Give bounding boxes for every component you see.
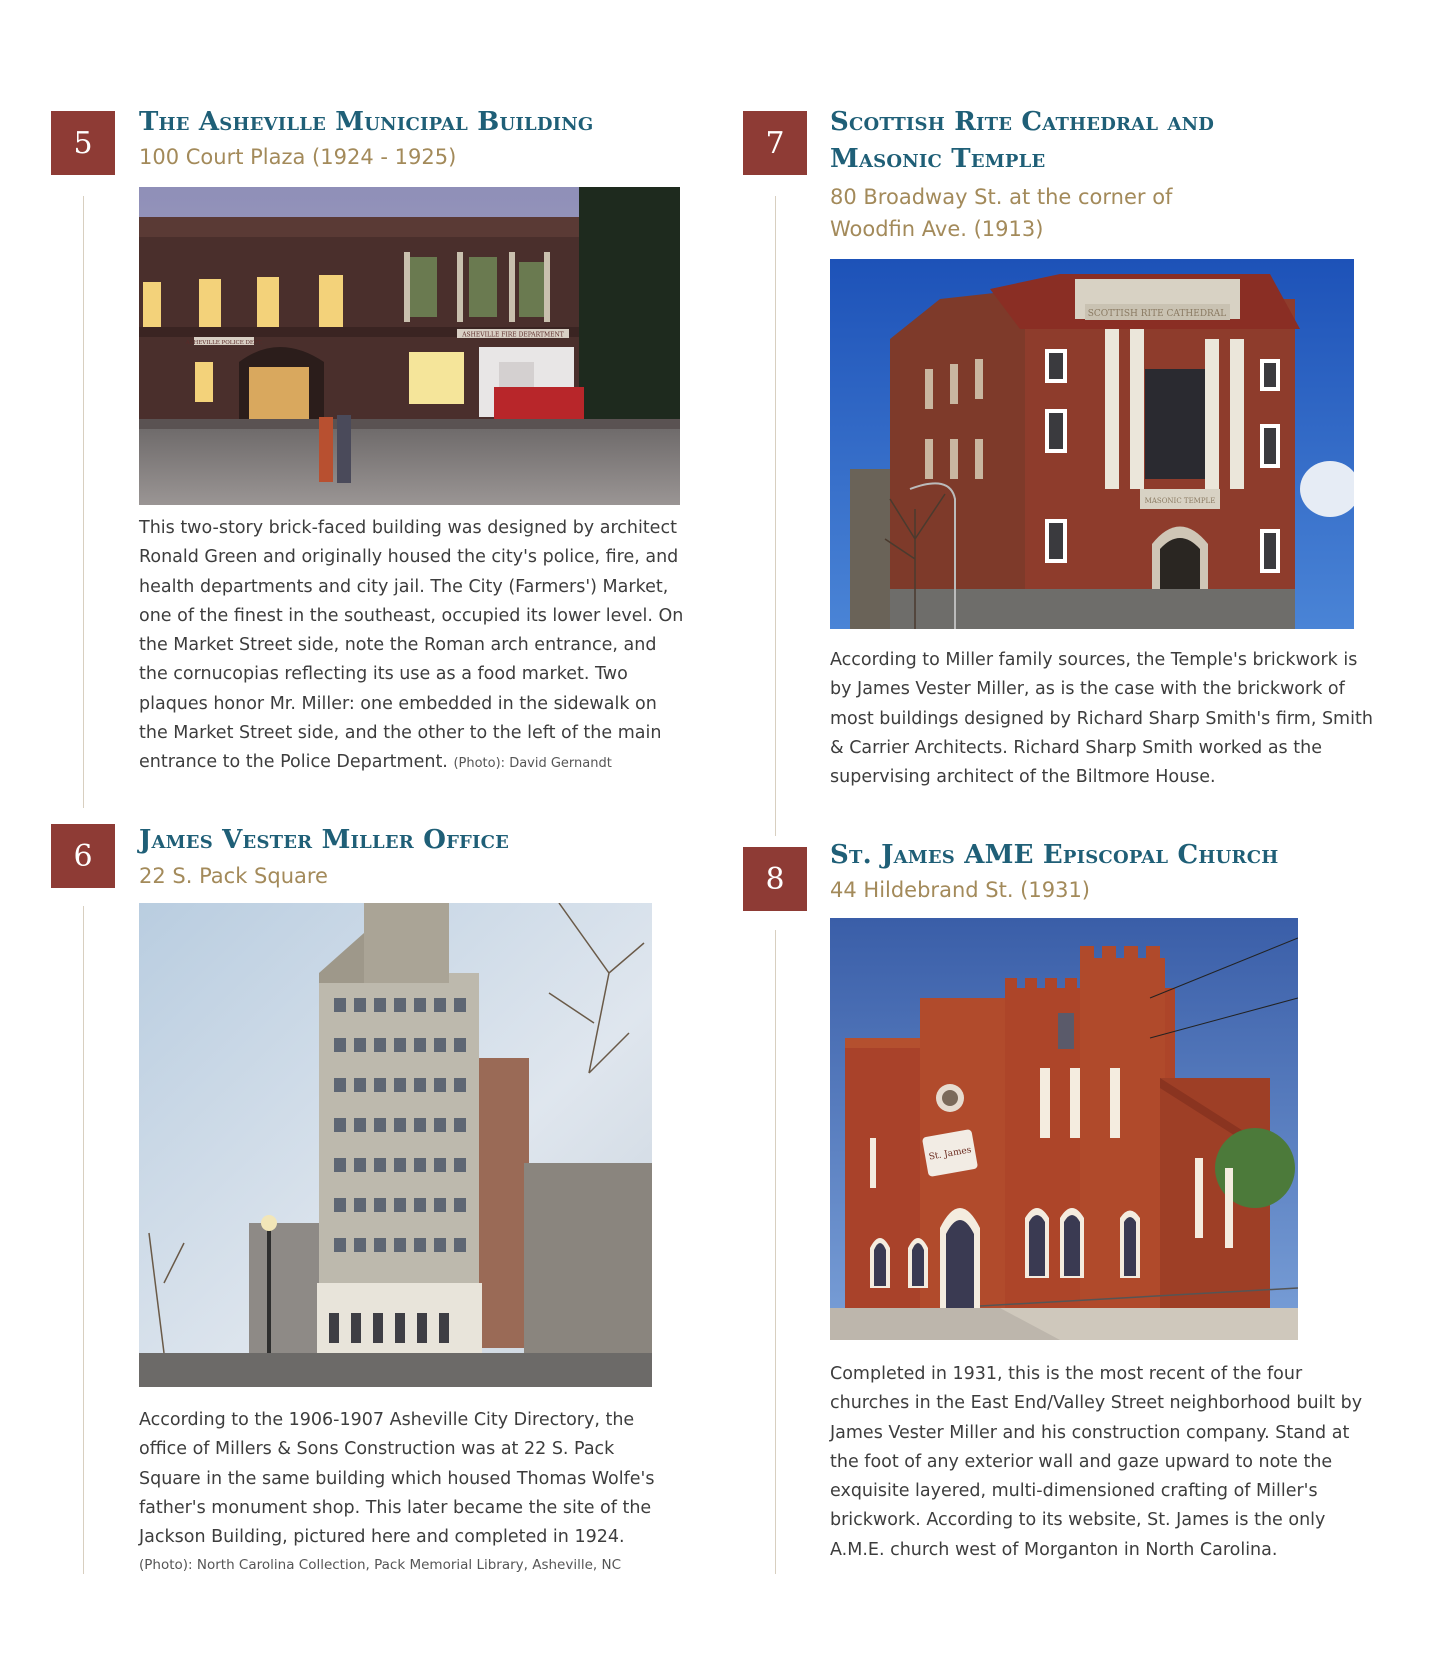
entry-5-photo-credit: (Photo): David Gernandt [453, 756, 612, 772]
entry-5-address: 100 Court Plaza (1924 - 1925) [139, 145, 457, 169]
entry-5-body-text: This two-story brick-faced building was designed by architect Ronald Green and originally housed the city's police, fire, and health departments and city jail. The City (Farmers') Market, one of the finest in the southeast, occupied its lower level. On the Market Street side, note the Roman arch entrance, and the cornucopias reflecting its use as a food market. Two plaques honor Mr. Miller: one embedded in the sidewalk on the Market Street side, and the other to the left of the main entrance to the Police Department. [139, 518, 684, 773]
entry-8-body: Completed in 1931, this is the most recent of the four churches in the East End/Valley Street neighborhood built by James Vester Miller and his construction company. Stand at the foot of any exterior wall and gaze upward to note the exquisite layered, multi-dimensioned crafting of Miller's brickwork. According to its website, St. James is the only A.M.E. church west of Morganton in North Carolina. [830, 1364, 1363, 1560]
entry-5-title: The Asheville Municipal Building [139, 107, 594, 137]
entry-7-title-line2: Masonic Temple [830, 144, 1046, 174]
entry-8-rule [775, 930, 776, 1574]
entry-8-photo [830, 918, 1298, 1340]
entry-5-rule [83, 196, 84, 808]
entry-8-number-badge: 8 [743, 847, 807, 911]
entry-6-title: James Vester Miller Office [139, 825, 510, 855]
entry-5-fire-sign: ASHEVILLE FIRE DEPARTMENT [462, 331, 564, 339]
entry-5-number-badge: 5 [51, 111, 115, 175]
entry-6-address: 22 S. Pack Square [139, 864, 328, 888]
entry-7-temple-sign: MASONIC TEMPLE [1144, 497, 1216, 505]
entry-7-photo [830, 259, 1354, 629]
entry-6-photo-credit: (Photo): North Carolina Collection, Pack Memorial Library, Asheville, NC [139, 1557, 622, 1573]
entry-7-rule [775, 196, 776, 836]
entry-6-body: According to the 1906-1907 Asheville City Directory, the office of Millers & Sons Construction was at 22 S. Pack Square in the same building which housed Thomas Wolfe's father's monument shop. This later became the site of the Jackson Building, pictured here and completed in 1924. [139, 1410, 655, 1548]
entry-8-address: 44 Hildebrand St. (1931) [830, 878, 1090, 902]
entry-7-address-line2: Woodfin Ave. (1913) [830, 217, 1044, 241]
entry-7-cathedral-sign: SCOTTISH RITE CATHEDRAL [1087, 309, 1227, 319]
entry-8-title: St. James AME Episcopal Church [830, 840, 1279, 870]
entry-5-body [139, 514, 687, 779]
entry-7-body: According to Miller family sources, the Temple's brickwork is by James Vester Miller, as is the case with the brickwork of most buildings designed by Richard Sharp Smith's firm, Smith & Carrier Architects. Richard Sharp Smith worked as the supervising architect of the Biltmore House. [830, 650, 1373, 788]
entry-6-number-badge: 6 [51, 824, 115, 888]
entry-7-number-badge: 7 [743, 111, 807, 175]
entry-5-photo [139, 187, 680, 505]
entry-8-church-sign: St. James [928, 1145, 973, 1163]
entry-7-address-line1: 80 Broadway St. at the corner of [830, 185, 1173, 209]
entry-6-rule [83, 906, 84, 1574]
entry-5-police-sign: ASHEVILLE POLICE DEPT. [185, 340, 263, 346]
entry-6-photo [139, 903, 652, 1387]
entry-7-title-line1: Scottish Rite Cathedral and [830, 107, 1215, 137]
